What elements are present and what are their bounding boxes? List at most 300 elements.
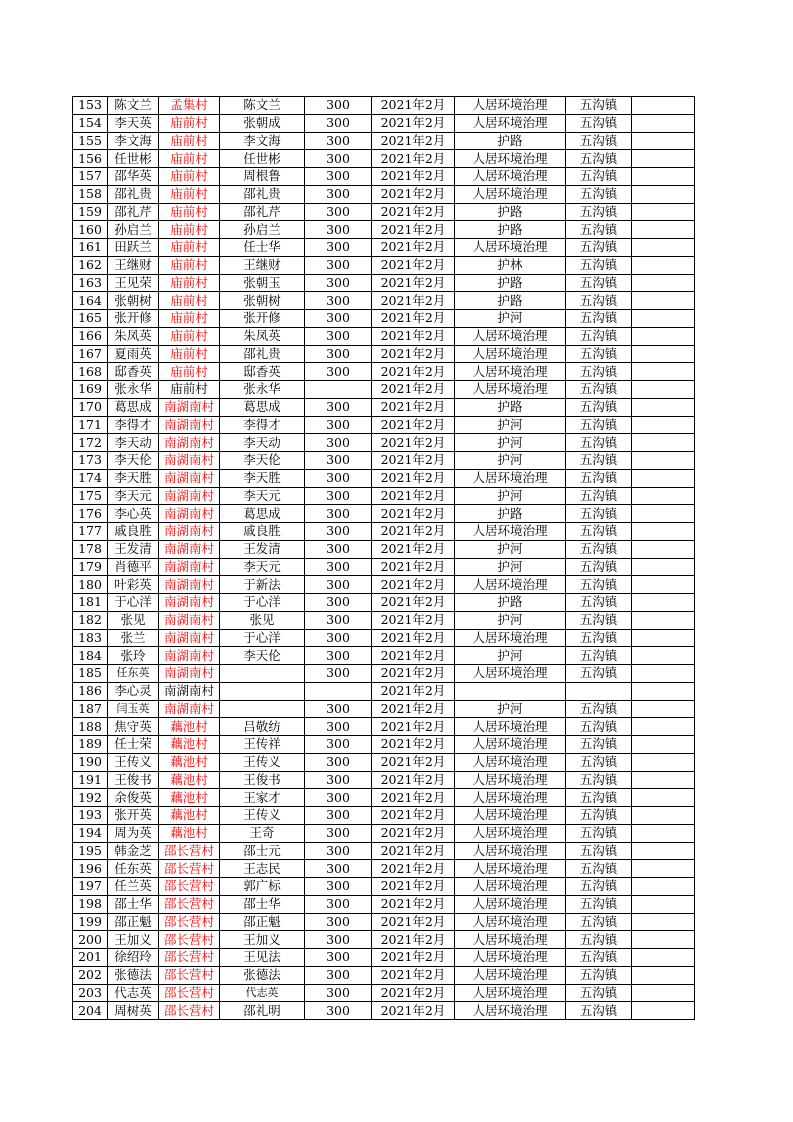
row-number-cell: 188 xyxy=(73,718,108,736)
row-number-cell: 189 xyxy=(73,736,108,754)
table-row xyxy=(73,576,695,594)
amount-cell: 300 xyxy=(305,487,372,505)
job-cell: 护路 xyxy=(455,398,566,416)
amount-cell: 300 xyxy=(305,824,372,842)
payee-cell: 王俊书 xyxy=(220,771,305,789)
amount-cell: 300 xyxy=(305,949,372,967)
town-cell: 五沟镇 xyxy=(566,647,632,665)
village-cell: 南湖南村 xyxy=(159,505,220,523)
name-cell: 任东英 xyxy=(108,665,159,683)
job-cell: 人居环境治理 xyxy=(455,860,566,878)
table-row xyxy=(73,416,695,434)
amount-cell: 300 xyxy=(305,345,372,363)
date-cell: 2021年2月 xyxy=(372,203,455,221)
row-number-cell: 178 xyxy=(73,540,108,558)
village-cell: 庙前村 xyxy=(159,292,220,310)
job-cell: 护河 xyxy=(455,434,566,452)
row-number-cell: 156 xyxy=(73,150,108,168)
job-cell: 人居环境治理 xyxy=(455,949,566,967)
village-cell: 庙前村 xyxy=(159,239,220,257)
village-cell: 邵长营村 xyxy=(159,931,220,949)
village-cell: 藕池村 xyxy=(159,824,220,842)
name-cell: 陈文兰 xyxy=(108,97,159,115)
empty-cell xyxy=(632,931,695,949)
village-cell: 庙前村 xyxy=(159,256,220,274)
amount-cell: 300 xyxy=(305,97,372,115)
date-cell: 2021年2月 xyxy=(372,558,455,576)
empty-cell xyxy=(632,949,695,967)
village-cell: 南湖南村 xyxy=(159,647,220,665)
name-cell: 葛思成 xyxy=(108,398,159,416)
job-cell: 护河 xyxy=(455,310,566,328)
amount-cell: 300 xyxy=(305,842,372,860)
date-cell: 2021年2月 xyxy=(372,629,455,647)
amount-cell: 300 xyxy=(305,913,372,931)
town-cell: 五沟镇 xyxy=(566,203,632,221)
amount-cell: 300 xyxy=(305,398,372,416)
row-number-cell: 160 xyxy=(73,221,108,239)
row-number-cell: 194 xyxy=(73,824,108,842)
amount-cell: 300 xyxy=(305,363,372,381)
amount-cell: 300 xyxy=(305,647,372,665)
table-row xyxy=(73,718,695,736)
name-cell: 李天英 xyxy=(108,114,159,132)
name-cell: 张开修 xyxy=(108,310,159,328)
row-number-cell: 195 xyxy=(73,842,108,860)
row-number-cell: 175 xyxy=(73,487,108,505)
amount-cell: 300 xyxy=(305,611,372,629)
town-cell: 五沟镇 xyxy=(566,434,632,452)
payee-cell xyxy=(220,700,305,718)
amount-cell: 300 xyxy=(305,576,372,594)
town-cell: 五沟镇 xyxy=(566,239,632,257)
empty-cell xyxy=(632,647,695,665)
town-cell: 五沟镇 xyxy=(566,487,632,505)
table-row xyxy=(73,523,695,541)
table-row xyxy=(73,274,695,292)
table-row xyxy=(73,629,695,647)
date-cell: 2021年2月 xyxy=(372,345,455,363)
date-cell: 2021年2月 xyxy=(372,327,455,345)
amount-cell: 300 xyxy=(305,771,372,789)
job-cell: 人居环境治理 xyxy=(455,150,566,168)
amount-cell: 300 xyxy=(305,807,372,825)
name-cell: 邵礼芹 xyxy=(108,203,159,221)
empty-cell xyxy=(632,505,695,523)
village-cell: 庙前村 xyxy=(159,114,220,132)
job-cell: 人居环境治理 xyxy=(455,168,566,186)
village-cell: 藕池村 xyxy=(159,807,220,825)
town-cell: 五沟镇 xyxy=(566,97,632,115)
table-row xyxy=(73,327,695,345)
row-number-cell: 191 xyxy=(73,771,108,789)
table-row xyxy=(73,434,695,452)
empty-cell xyxy=(632,824,695,842)
payee-cell: 张朝玉 xyxy=(220,274,305,292)
town-cell: 五沟镇 xyxy=(566,398,632,416)
amount-cell: 300 xyxy=(305,416,372,434)
amount-cell: 300 xyxy=(305,505,372,523)
payee-cell: 李天伦 xyxy=(220,452,305,470)
name-cell: 孙启兰 xyxy=(108,221,159,239)
date-cell: 2021年2月 xyxy=(372,185,455,203)
name-cell: 王发清 xyxy=(108,540,159,558)
village-cell: 邵长营村 xyxy=(159,895,220,913)
row-number-cell: 202 xyxy=(73,966,108,984)
town-cell: 五沟镇 xyxy=(566,576,632,594)
job-cell: 人居环境治理 xyxy=(455,576,566,594)
empty-cell xyxy=(632,789,695,807)
town-cell: 五沟镇 xyxy=(566,736,632,754)
table-row xyxy=(73,878,695,896)
payee-cell: 张见 xyxy=(220,611,305,629)
table-row xyxy=(73,842,695,860)
village-cell: 南湖南村 xyxy=(159,665,220,683)
village-cell: 南湖南村 xyxy=(159,523,220,541)
job-cell: 人居环境治理 xyxy=(455,984,566,1002)
table-row xyxy=(73,185,695,203)
amount-cell: 300 xyxy=(305,718,372,736)
town-cell: 五沟镇 xyxy=(566,310,632,328)
empty-cell xyxy=(632,469,695,487)
name-cell: 邵士华 xyxy=(108,895,159,913)
table-row xyxy=(73,807,695,825)
date-cell: 2021年2月 xyxy=(372,789,455,807)
job-cell: 人居环境治理 xyxy=(455,523,566,541)
job-cell: 护河 xyxy=(455,487,566,505)
empty-cell xyxy=(632,594,695,612)
job-cell: 人居环境治理 xyxy=(455,913,566,931)
row-number-cell: 169 xyxy=(73,381,108,399)
town-cell: 五沟镇 xyxy=(566,221,632,239)
table-row xyxy=(73,452,695,470)
village-cell: 藕池村 xyxy=(159,789,220,807)
table-row xyxy=(73,381,695,399)
town-cell: 五沟镇 xyxy=(566,416,632,434)
table-row xyxy=(73,700,695,718)
name-cell: 韩金芝 xyxy=(108,842,159,860)
town-cell xyxy=(566,682,632,700)
row-number-cell: 192 xyxy=(73,789,108,807)
row-number-cell: 174 xyxy=(73,469,108,487)
village-cell: 邵长营村 xyxy=(159,949,220,967)
empty-cell xyxy=(632,558,695,576)
row-number-cell: 172 xyxy=(73,434,108,452)
empty-cell xyxy=(632,771,695,789)
date-cell: 2021年2月 xyxy=(372,878,455,896)
empty-cell xyxy=(632,221,695,239)
name-cell: 周为英 xyxy=(108,824,159,842)
payee-cell: 陈文兰 xyxy=(220,97,305,115)
amount-cell: 300 xyxy=(305,523,372,541)
date-cell: 2021年2月 xyxy=(372,363,455,381)
village-cell: 藕池村 xyxy=(159,771,220,789)
row-number-cell: 200 xyxy=(73,931,108,949)
payee-cell: 邵礼贵 xyxy=(220,345,305,363)
table-row xyxy=(73,168,695,186)
empty-cell xyxy=(632,97,695,115)
payee-cell: 邵正魁 xyxy=(220,913,305,931)
empty-cell xyxy=(632,416,695,434)
row-number-cell: 199 xyxy=(73,913,108,931)
amount-cell: 300 xyxy=(305,256,372,274)
job-cell: 人居环境治理 xyxy=(455,97,566,115)
village-cell: 南湖南村 xyxy=(159,452,220,470)
village-cell: 庙前村 xyxy=(159,345,220,363)
village-cell: 邵长营村 xyxy=(159,1002,220,1020)
amount-cell: 300 xyxy=(305,239,372,257)
job-cell: 护河 xyxy=(455,611,566,629)
name-cell: 张见 xyxy=(108,611,159,629)
date-cell: 2021年2月 xyxy=(372,594,455,612)
date-cell: 2021年2月 xyxy=(372,913,455,931)
payee-cell: 张朝树 xyxy=(220,292,305,310)
amount-cell: 300 xyxy=(305,185,372,203)
payee-cell: 张朝成 xyxy=(220,114,305,132)
empty-cell xyxy=(632,327,695,345)
row-number-cell: 176 xyxy=(73,505,108,523)
payee-cell: 葛思成 xyxy=(220,398,305,416)
amount-cell: 300 xyxy=(305,984,372,1002)
date-cell: 2021年2月 xyxy=(372,168,455,186)
empty-cell xyxy=(632,523,695,541)
empty-cell xyxy=(632,345,695,363)
payee-cell: 王继财 xyxy=(220,256,305,274)
table-row xyxy=(73,789,695,807)
town-cell: 五沟镇 xyxy=(566,469,632,487)
date-cell: 2021年2月 xyxy=(372,984,455,1002)
payee-cell: 任世彬 xyxy=(220,150,305,168)
job-cell: 人居环境治理 xyxy=(455,931,566,949)
town-cell: 五沟镇 xyxy=(566,540,632,558)
table-row xyxy=(73,949,695,967)
job-cell: 护路 xyxy=(455,505,566,523)
empty-cell xyxy=(632,381,695,399)
empty-cell xyxy=(632,860,695,878)
payee-cell: 任士华 xyxy=(220,239,305,257)
row-number-cell: 162 xyxy=(73,256,108,274)
town-cell: 五沟镇 xyxy=(566,327,632,345)
amount-cell: 300 xyxy=(305,168,372,186)
name-cell: 代志英 xyxy=(108,984,159,1002)
village-cell: 南湖南村 xyxy=(159,700,220,718)
village-cell: 庙前村 xyxy=(159,185,220,203)
town-cell: 五沟镇 xyxy=(566,700,632,718)
date-cell: 2021年2月 xyxy=(372,576,455,594)
village-cell: 南湖南村 xyxy=(159,611,220,629)
empty-cell xyxy=(632,363,695,381)
name-cell: 余俊英 xyxy=(108,789,159,807)
job-cell: 护路 xyxy=(455,132,566,150)
empty-cell xyxy=(632,310,695,328)
date-cell: 2021年2月 xyxy=(372,771,455,789)
town-cell: 五沟镇 xyxy=(566,114,632,132)
empty-cell xyxy=(632,114,695,132)
payee-cell: 张永华 xyxy=(220,381,305,399)
row-number-cell: 167 xyxy=(73,345,108,363)
row-number-cell: 161 xyxy=(73,239,108,257)
name-cell: 张玲 xyxy=(108,647,159,665)
job-cell: 人居环境治理 xyxy=(455,753,566,771)
village-cell: 南湖南村 xyxy=(159,576,220,594)
payee-cell: 王传义 xyxy=(220,807,305,825)
date-cell: 2021年2月 xyxy=(372,97,455,115)
amount-cell: 300 xyxy=(305,789,372,807)
table-row xyxy=(73,611,695,629)
name-cell: 王见荣 xyxy=(108,274,159,292)
table-row xyxy=(73,771,695,789)
date-cell: 2021年2月 xyxy=(372,807,455,825)
empty-cell xyxy=(632,168,695,186)
amount-cell: 300 xyxy=(305,753,372,771)
payee-cell: 邵礼明 xyxy=(220,1002,305,1020)
table-row xyxy=(73,239,695,257)
name-cell: 田跃兰 xyxy=(108,239,159,257)
empty-cell xyxy=(632,150,695,168)
empty-cell xyxy=(632,878,695,896)
amount-cell: 300 xyxy=(305,132,372,150)
town-cell: 五沟镇 xyxy=(566,878,632,896)
table-row xyxy=(73,469,695,487)
payroll-table-body xyxy=(73,97,695,1020)
amount-cell: 300 xyxy=(305,203,372,221)
date-cell: 2021年2月 xyxy=(372,736,455,754)
table-row xyxy=(73,310,695,328)
row-number-cell: 168 xyxy=(73,363,108,381)
date-cell: 2021年2月 xyxy=(372,523,455,541)
town-cell: 五沟镇 xyxy=(566,274,632,292)
row-number-cell: 201 xyxy=(73,949,108,967)
empty-cell xyxy=(632,132,695,150)
payee-cell: 王见法 xyxy=(220,949,305,967)
job-cell: 人居环境治理 xyxy=(455,842,566,860)
date-cell: 2021年2月 xyxy=(372,221,455,239)
payee-cell: 于心洋 xyxy=(220,594,305,612)
payee-cell: 周根鲁 xyxy=(220,168,305,186)
table-row xyxy=(73,345,695,363)
job-cell: 人居环境治理 xyxy=(455,629,566,647)
payee-cell: 吕敬纺 xyxy=(220,718,305,736)
job-cell: 护河 xyxy=(455,452,566,470)
town-cell: 五沟镇 xyxy=(566,452,632,470)
date-cell: 2021年2月 xyxy=(372,505,455,523)
job-cell: 人居环境治理 xyxy=(455,718,566,736)
name-cell: 徐绍玲 xyxy=(108,949,159,967)
payee-cell: 王志民 xyxy=(220,860,305,878)
row-number-cell: 159 xyxy=(73,203,108,221)
name-cell: 王继财 xyxy=(108,256,159,274)
empty-cell xyxy=(632,682,695,700)
village-cell: 藕池村 xyxy=(159,753,220,771)
table-row xyxy=(73,505,695,523)
village-cell: 南湖南村 xyxy=(159,398,220,416)
amount-cell: 300 xyxy=(305,274,372,292)
amount-cell: 300 xyxy=(305,700,372,718)
job-cell: 人居环境治理 xyxy=(455,363,566,381)
amount-cell: 300 xyxy=(305,452,372,470)
job-cell: 人居环境治理 xyxy=(455,789,566,807)
date-cell: 2021年2月 xyxy=(372,381,455,399)
row-number-cell: 198 xyxy=(73,895,108,913)
job-cell: 护河 xyxy=(455,647,566,665)
row-number-cell: 187 xyxy=(73,700,108,718)
payee-cell: 李得才 xyxy=(220,416,305,434)
row-number-cell: 166 xyxy=(73,327,108,345)
village-cell: 南湖南村 xyxy=(159,558,220,576)
row-number-cell: 180 xyxy=(73,576,108,594)
empty-cell xyxy=(632,736,695,754)
date-cell: 2021年2月 xyxy=(372,682,455,700)
payee-cell: 张开修 xyxy=(220,310,305,328)
row-number-cell: 153 xyxy=(73,97,108,115)
payee-cell: 王奇 xyxy=(220,824,305,842)
table-row xyxy=(73,665,695,683)
empty-cell xyxy=(632,203,695,221)
name-cell: 朱凤英 xyxy=(108,327,159,345)
name-cell: 李得才 xyxy=(108,416,159,434)
table-row xyxy=(73,487,695,505)
row-number-cell: 163 xyxy=(73,274,108,292)
town-cell: 五沟镇 xyxy=(566,860,632,878)
town-cell: 五沟镇 xyxy=(566,771,632,789)
amount-cell xyxy=(305,381,372,399)
payee-cell: 于心洋 xyxy=(220,629,305,647)
name-cell: 李天伦 xyxy=(108,452,159,470)
row-number-cell: 164 xyxy=(73,292,108,310)
payee-cell: 王传义 xyxy=(220,753,305,771)
job-cell: 人居环境治理 xyxy=(455,807,566,825)
job-cell: 人居环境治理 xyxy=(455,1002,566,1020)
payee-cell: 葛思成 xyxy=(220,505,305,523)
row-number-cell: 179 xyxy=(73,558,108,576)
town-cell: 五沟镇 xyxy=(566,913,632,931)
amount-cell: 300 xyxy=(305,665,372,683)
amount-cell: 300 xyxy=(305,966,372,984)
table-row xyxy=(73,860,695,878)
job-cell: 护河 xyxy=(455,558,566,576)
table-row xyxy=(73,895,695,913)
name-cell: 王加义 xyxy=(108,931,159,949)
name-cell: 邵礼贵 xyxy=(108,185,159,203)
town-cell: 五沟镇 xyxy=(566,949,632,967)
amount-cell: 300 xyxy=(305,931,372,949)
row-number-cell: 165 xyxy=(73,310,108,328)
village-cell: 南湖南村 xyxy=(159,487,220,505)
job-cell: 人居环境治理 xyxy=(455,381,566,399)
town-cell: 五沟镇 xyxy=(566,984,632,1002)
table-row xyxy=(73,913,695,931)
date-cell: 2021年2月 xyxy=(372,469,455,487)
payee-cell: 邵士华 xyxy=(220,895,305,913)
job-cell: 护林 xyxy=(455,256,566,274)
payee-cell: 李天元 xyxy=(220,487,305,505)
date-cell: 2021年2月 xyxy=(372,966,455,984)
payee-cell: 戚良胜 xyxy=(220,523,305,541)
empty-cell xyxy=(632,842,695,860)
town-cell: 五沟镇 xyxy=(566,895,632,913)
name-cell: 焦守英 xyxy=(108,718,159,736)
town-cell: 五沟镇 xyxy=(566,523,632,541)
date-cell: 2021年2月 xyxy=(372,860,455,878)
job-cell: 护路 xyxy=(455,594,566,612)
amount-cell xyxy=(305,682,372,700)
empty-cell xyxy=(632,913,695,931)
name-cell: 李天动 xyxy=(108,434,159,452)
amount-cell: 300 xyxy=(305,895,372,913)
empty-cell xyxy=(632,434,695,452)
job-cell: 护河 xyxy=(455,540,566,558)
payee-cell: 邵礼贵 xyxy=(220,185,305,203)
